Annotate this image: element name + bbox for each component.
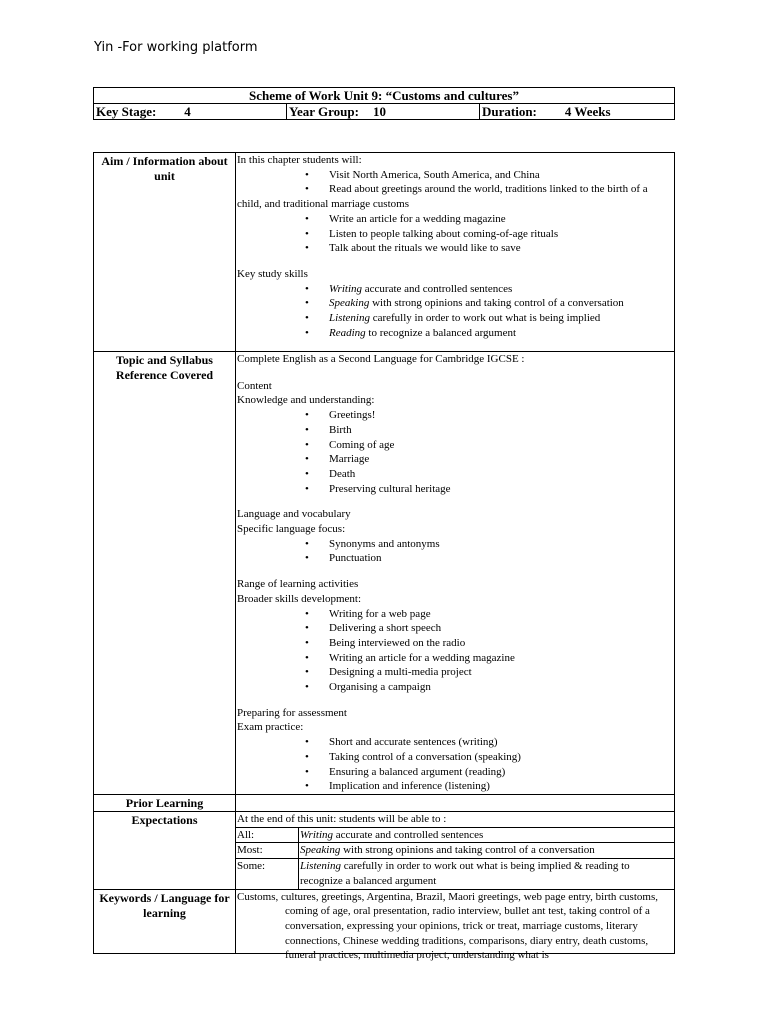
knowledge-heading: Knowledge and understanding: bbox=[237, 394, 375, 407]
expectations-table bbox=[236, 828, 674, 889]
year-group-cell bbox=[287, 104, 480, 120]
skill-name: Listening bbox=[329, 312, 370, 325]
course-title: Complete English as a Second Language for Cambridge IGCSE : bbox=[237, 353, 525, 365]
list-item: • Delivering a short speech bbox=[305, 621, 673, 636]
keywords-label: Keywords / Language for learning bbox=[94, 889, 236, 953]
page-title: Scheme of Work Unit 9: “Customs and cultures” bbox=[94, 88, 675, 104]
activities-heading: Range of learning activities bbox=[237, 578, 359, 591]
aim-intro: In this chapter students will: bbox=[237, 154, 362, 166]
aim-item-continuation: child, and traditional marriage customs bbox=[237, 198, 409, 211]
list-item: • Writing for a web page bbox=[305, 607, 673, 622]
list-item: • Punctuation bbox=[305, 551, 673, 566]
key-stage-label: Key Stage: bbox=[96, 104, 157, 119]
assessment-heading: Preparing for assessment bbox=[237, 706, 347, 719]
broader-skills: Broader skills development: bbox=[237, 592, 362, 605]
duration-value: 4 Weeks bbox=[564, 104, 611, 119]
aim-content bbox=[236, 153, 675, 352]
title-table bbox=[93, 87, 675, 120]
skills-heading: Key study skills bbox=[237, 267, 308, 280]
year-group-label: Year Group: bbox=[289, 104, 359, 119]
list-item: • Write an article for a wedding magazine bbox=[305, 212, 673, 227]
content-heading: Content bbox=[237, 379, 272, 392]
duration-cell bbox=[480, 104, 675, 120]
key-stage-value: 4 bbox=[184, 104, 191, 119]
skill-text: with strong opinions and taking control of a conversation bbox=[369, 297, 624, 310]
keywords-row bbox=[94, 889, 675, 953]
list-item: • Listen to people talking about coming-of-age rituals bbox=[305, 227, 673, 242]
list-item: • Implication and inference (listening) bbox=[305, 779, 673, 794]
skill-name: Speaking bbox=[329, 297, 370, 310]
skill-name: Reading bbox=[329, 326, 366, 339]
aim-list bbox=[237, 168, 673, 197]
list-item: • Synonyms and antonyms bbox=[305, 537, 673, 552]
skill-name: Listening bbox=[300, 860, 341, 873]
prior-learning-row bbox=[94, 794, 675, 811]
list-item: • Visit North America, South America, and China bbox=[305, 168, 673, 183]
skill-name: Writing bbox=[300, 828, 334, 841]
skill-text: accurate and controlled sentences bbox=[333, 828, 484, 841]
list-item: • Ensuring a balanced argument (reading) bbox=[305, 765, 673, 780]
level-text bbox=[299, 843, 675, 859]
year-group-value: 10 bbox=[372, 104, 386, 119]
table-row bbox=[236, 859, 674, 889]
list-item: • Greetings! bbox=[305, 408, 673, 423]
skill-text: to recognize a balanced argument bbox=[365, 326, 517, 339]
list-item bbox=[305, 282, 673, 297]
language-heading: Language and vocabulary bbox=[237, 508, 351, 521]
expectations-content bbox=[236, 811, 675, 889]
keywords-content bbox=[236, 889, 675, 962]
key-stage-cell bbox=[94, 104, 287, 120]
list-item: • Talk about the rituals we would like to save bbox=[305, 241, 673, 256]
language-focus: Specific language focus: bbox=[237, 523, 346, 536]
list-item bbox=[305, 311, 673, 326]
topic-label: Topic and Syllabus Reference Covered bbox=[94, 352, 236, 795]
topic-content bbox=[236, 352, 675, 795]
aim-list-continued bbox=[237, 212, 673, 256]
list-item: • Short and accurate sentences (writing) bbox=[305, 735, 673, 750]
prior-learning-content bbox=[236, 794, 675, 811]
skill-name: Writing bbox=[329, 282, 363, 295]
table-row bbox=[236, 843, 674, 859]
expectations-row bbox=[94, 811, 675, 889]
list-item: • Coming of age bbox=[305, 438, 673, 453]
list-item: • Read about greetings around the world, traditions linked to the birth of a bbox=[305, 182, 673, 197]
expectations-intro: At the end of this unit: students will be able to : bbox=[236, 812, 674, 828]
aim-label: Aim / Information about unit bbox=[94, 153, 236, 352]
skill-text: accurate and controlled sentences bbox=[362, 282, 513, 295]
list-item: • Death bbox=[305, 467, 673, 482]
prior-learning-label: Prior Learning bbox=[94, 794, 236, 811]
activities-list bbox=[237, 607, 673, 695]
language-list bbox=[237, 537, 673, 566]
list-item bbox=[305, 326, 673, 341]
level-label: All: bbox=[236, 828, 299, 843]
list-item: • Marriage bbox=[305, 452, 673, 467]
skills-list bbox=[237, 282, 673, 341]
duration-label: Duration: bbox=[482, 104, 537, 119]
list-item: • Taking control of a conversation (speaking) bbox=[305, 750, 673, 765]
table-row bbox=[236, 828, 674, 843]
level-text bbox=[299, 859, 675, 889]
topic-row bbox=[94, 352, 675, 795]
expectations-label: Expectations bbox=[94, 811, 236, 889]
keywords-text: Customs, cultures, greetings, Argentina, Brazil, Maori greetings, web page entry, birth customs, coming of age, oral presentation, radio interview, bullet ant test, taking control of a conversation, expressing your opinions, trick or treat, marriage customs, literary connections, Chinese wedding traditions, comparisons, diary entry, death customs, funeral practices, multimedia project, understanding what is bbox=[237, 890, 658, 962]
knowledge-list bbox=[237, 408, 673, 496]
list-item: • Writing an article for a wedding magazine bbox=[305, 651, 673, 666]
skill-text: with strong opinions and taking control of a conversation bbox=[340, 844, 595, 857]
list-item: • Designing a multi-media project bbox=[305, 665, 673, 680]
header-note: Yin -For working platform bbox=[94, 40, 258, 55]
list-item: • Preserving cultural heritage bbox=[305, 482, 673, 497]
level-label: Most: bbox=[236, 843, 299, 859]
list-item bbox=[305, 296, 673, 311]
exam-practice: Exam practice: bbox=[237, 721, 304, 734]
skill-text: carefully in order to work out what is being implied & reading to recognize a balanced argument bbox=[300, 860, 630, 887]
level-text bbox=[299, 828, 675, 843]
aim-row bbox=[94, 153, 675, 352]
list-item: • Organising a campaign bbox=[305, 680, 673, 695]
list-item: • Birth bbox=[305, 423, 673, 438]
list-item: • Being interviewed on the radio bbox=[305, 636, 673, 651]
level-label: Some: bbox=[236, 859, 299, 889]
skill-text: carefully in order to work out what is being implied bbox=[369, 312, 601, 325]
exam-list bbox=[237, 735, 673, 794]
skill-name: Speaking bbox=[300, 844, 341, 857]
scheme-table bbox=[93, 152, 675, 962]
